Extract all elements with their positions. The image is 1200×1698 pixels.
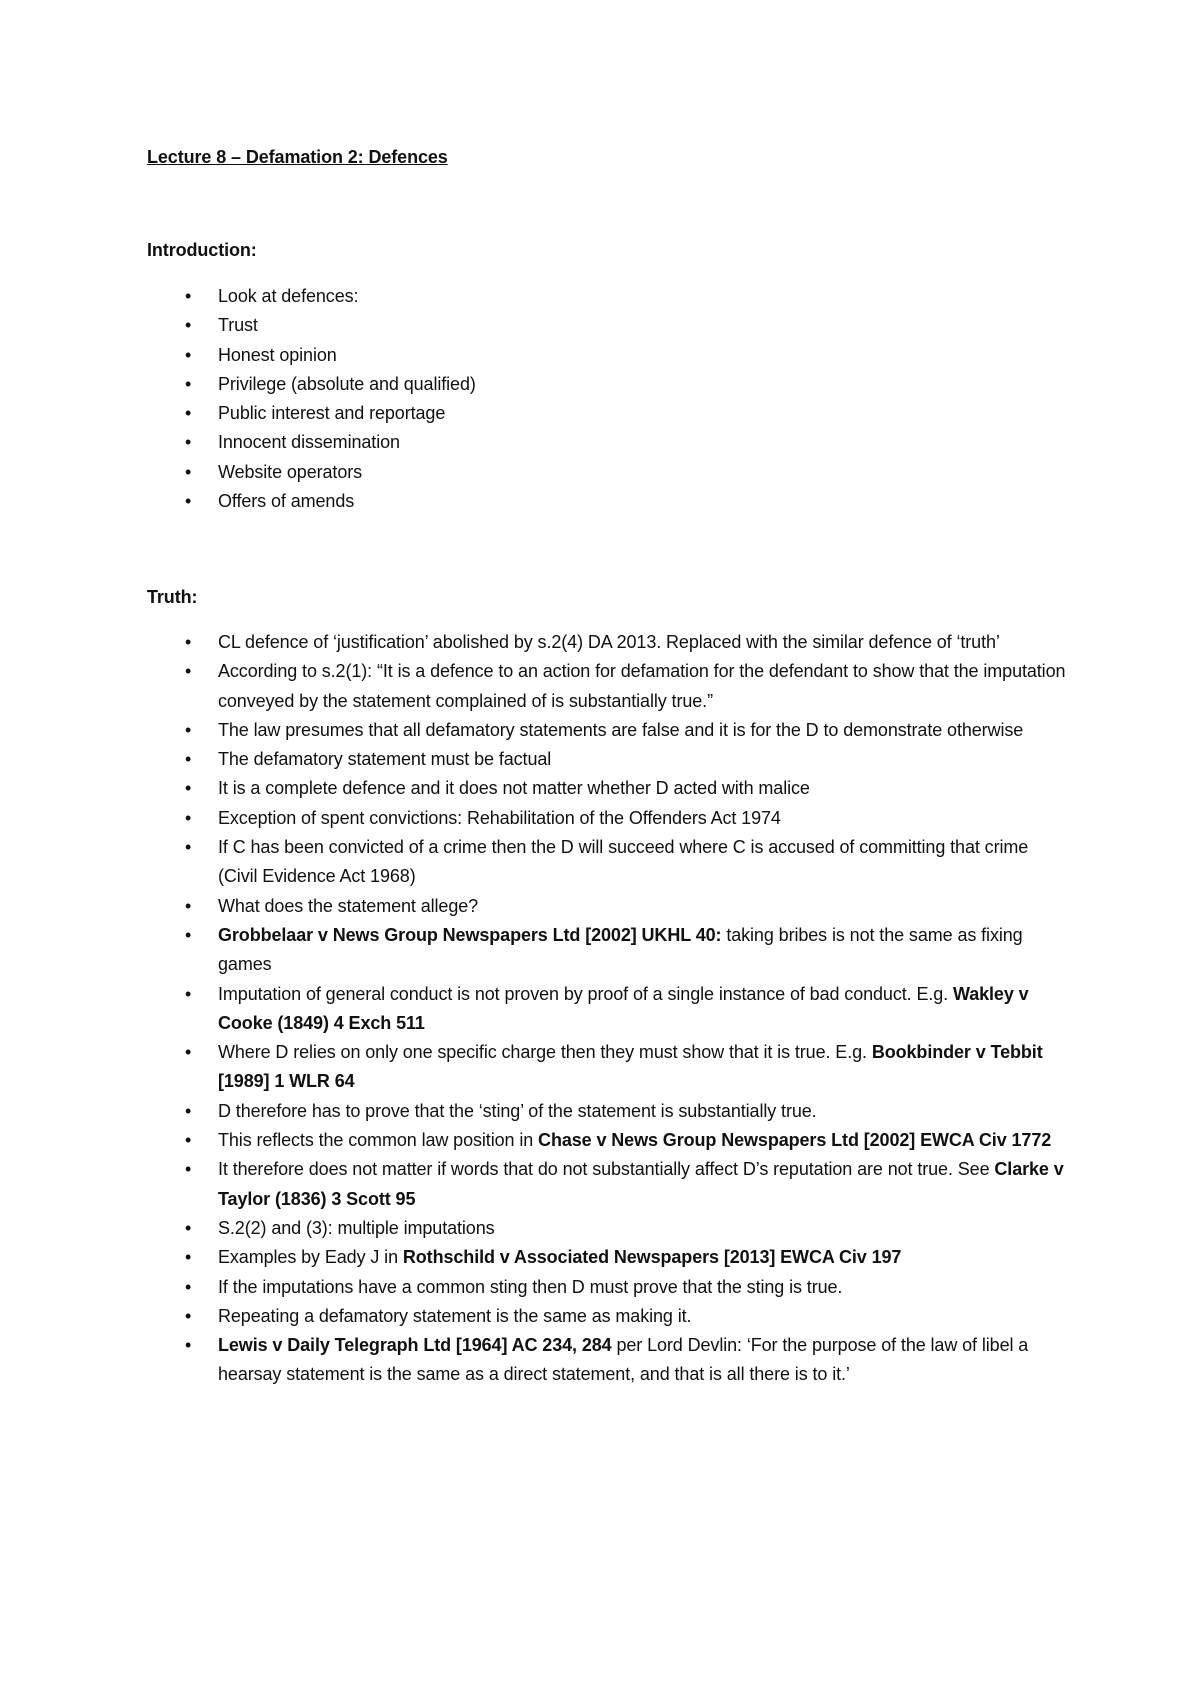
list-item-text: Repeating a defamatory statement is the same as making it. (218, 1305, 692, 1326)
truth-list-item (0, 628, 1200, 657)
document-title: Lecture 8 – Defamation 2: Defences (147, 147, 448, 167)
truth-list-item (0, 1331, 1200, 1390)
list-item-text: taking bribes is not the same as fixing games (218, 924, 1023, 975)
introduction-list-item: • Look at defences: (0, 282, 1200, 311)
truth-list-item (0, 774, 1200, 803)
truth-list-item (0, 1155, 1200, 1214)
list-item-text: If C has been convicted of a crime then the D will succeed where C is accused of committing that crime (Civil Evidence Act 1968) (218, 837, 1029, 887)
truth-list (0, 628, 1200, 1390)
truth-list-item (0, 1126, 1200, 1155)
case-citation: Chase v News Group Newspapers Ltd [2002] EWCA Civ 1772 (538, 1130, 1052, 1151)
list-item-text: Where D relies on only one specific charge then they must show that it is true. E.g. (218, 1042, 872, 1063)
truth-list-item (0, 921, 1200, 980)
truth-list-item (0, 1097, 1200, 1126)
truth-list-item (0, 980, 1200, 1039)
introduction-list-item: • Trust (0, 311, 1200, 340)
case-citation: Bookbinder v Tebbit [1989] 1 WLR 64 (218, 1042, 1043, 1092)
introduction-list-item: • Innocent dissemination (0, 428, 1200, 457)
truth-list-item (0, 1214, 1200, 1243)
introduction-list-item: • Public interest and reportage (0, 399, 1200, 428)
introduction-list-item: • Offers of amends (0, 487, 1200, 516)
list-item-text: If the imputations have a common sting then D must prove that the sting is true. (218, 1276, 843, 1297)
list-item-text: Exception of spent convictions: Rehabilitation of the Offenders Act 1974 (218, 807, 781, 828)
truth-list-item (0, 657, 1200, 716)
list-item-text: Imputation of general conduct is not proven by proof of a single instance of bad conduct. E.g. (218, 983, 953, 1004)
introduction-list-item: • Privilege (absolute and qualified) (0, 370, 1200, 399)
list-item-text: The defamatory statement must be factual (218, 749, 552, 770)
truth-heading: Truth: (147, 587, 198, 607)
truth-list-item (0, 1302, 1200, 1331)
introduction-list-item: • Website operators (0, 458, 1200, 487)
list-item-text: The law presumes that all defamatory statements are false and it is for the D to demonstrate otherwise (218, 719, 1024, 740)
list-item-text: Examples by Eady J in (218, 1247, 403, 1268)
list-item-text: What does the statement allege? (218, 895, 479, 916)
truth-list-item (0, 833, 1200, 892)
truth-list-item (0, 1243, 1200, 1272)
case-citation: Rothschild v Associated Newspapers [2013] EWCA Civ 197 (402, 1247, 902, 1268)
introduction-heading: Introduction: (147, 240, 257, 260)
case-citation: Wakley v Cooke (1849) 4 Exch 511 (218, 983, 1029, 1033)
case-citation: Grobbelaar v News Group Newspapers Ltd [2002] UKHL 40: (218, 924, 722, 945)
list-item-text: CL defence of ‘justification’ abolished by s.2(4) DA 2013. Replaced with the similar defence of ‘truth’ (218, 632, 1000, 652)
case-citation: Lewis v Daily Telegraph Ltd [1964] AC 234, 284 (218, 1335, 612, 1356)
truth-list-item (0, 1273, 1200, 1302)
list-item-text: According to s.2(1): “It is a defence to an action for defamation for the defendant to show that the imputation conveyed by the statement complained of is substantially true.” (218, 661, 1066, 711)
introduction-list (0, 282, 1200, 516)
list-item-text: It is a complete defence and it does not matter whether D acted with malice (218, 778, 810, 799)
truth-list-item (0, 745, 1200, 774)
list-item-text: per Lord Devlin: ‘For the purpose of the law of libel a hearsay statement is the same as a direct statement, and that is all there is to it.’ (218, 1335, 1029, 1385)
list-item-text: It therefore does not matter if words that do not substantially affect D’s reputation are not true. See (218, 1159, 995, 1180)
truth-list-item (0, 892, 1200, 921)
list-item-text: This reflects the common law position in (218, 1130, 539, 1151)
introduction-list-item: • Honest opinion (0, 341, 1200, 370)
truth-list-item (0, 804, 1200, 833)
truth-list-item (0, 1038, 1200, 1097)
list-item-text: S.2(2) and (3): multiple imputations (218, 1217, 495, 1238)
truth-list-item (0, 716, 1200, 745)
list-item-text: D therefore has to prove that the ‘sting’ of the statement is substantially true. (218, 1100, 817, 1121)
case-citation: Clarke v Taylor (1836) 3 Scott 95 (218, 1159, 1064, 1209)
